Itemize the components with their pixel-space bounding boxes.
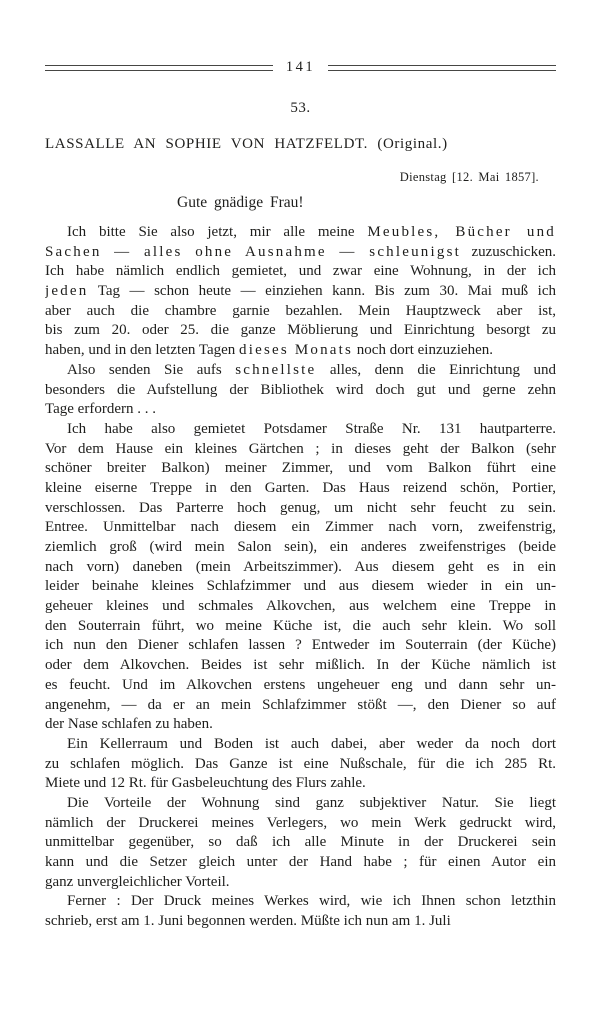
text-line <box>45 518 556 538</box>
text-line <box>45 499 556 519</box>
text-segment: Tag — schon heute — einziehen kann. Bis zum 30. Mai muß ich <box>88 283 556 300</box>
text-segment: Miete und 12 Rt. für Gasbeleuchtung des Flurs zahle. <box>45 775 366 792</box>
text-segment: Also senden Sie aufs <box>67 361 236 378</box>
text-line <box>45 853 556 873</box>
text-segment: ganz unvergleichlicher Vorteil. <box>45 873 230 890</box>
text-segment: Entree. Unmittelbar nach diesem ein Zimmer nach vorn, zweifenstrig, <box>45 519 556 536</box>
text-line <box>45 794 556 814</box>
text-line <box>45 636 556 656</box>
text-segment: ziemlich groß (wird mein Salon sein), ein anderes zweifenstriges (beide <box>45 539 556 555</box>
emphasized-text: dieses Monats <box>239 342 354 359</box>
text-segment: Vor dem Hause ein kleines Gärtchen ; in dieses geht der Balkon (sehr <box>45 440 556 457</box>
text-line <box>45 597 556 617</box>
text-line <box>45 873 556 893</box>
text-segment: schrieb, erst am 1. Juni begonnen werden. Müßte ich nun am 1. Juli <box>45 913 451 930</box>
text-line <box>45 833 556 853</box>
text-line <box>45 440 556 460</box>
text-line <box>45 774 556 794</box>
emphasized-text: schnellste <box>235 361 317 378</box>
letter-salutation: Gute gnädige Frau! <box>177 194 304 211</box>
text-segment: haben, und in den letzten Tagen <box>45 342 240 359</box>
text-line <box>45 302 556 322</box>
text-segment: kleine eiserne Treppe in den Garten. Das Haus reizend schön, Portier, <box>45 479 556 496</box>
text-segment: zuzuschicken. <box>460 243 556 260</box>
text-segment: nämlich der Druckerei meines Verlegers, wo mein Werk gedruckt wird, <box>45 814 556 831</box>
text-line <box>45 282 556 302</box>
text-segment: schöner breiter Balkon) meiner Zimmer, und vom Balkon führt eine <box>45 460 556 477</box>
emphasized-text: Meubles, Bücher und <box>367 224 556 240</box>
emphasized-text: jeden <box>45 283 89 300</box>
text-line <box>45 459 556 479</box>
header-rule-right <box>328 65 556 71</box>
text-segment: kann und die Setzer gleich unter der Hand habe ; für einen Autor ein <box>45 854 556 870</box>
text-segment: bis zum 20. oder 25. die ganze Möblierung und Einrichtung besorgt zu <box>45 322 556 339</box>
text-line <box>45 243 556 263</box>
header-rule-left <box>45 65 273 71</box>
text-line <box>45 912 556 932</box>
text-line <box>45 558 556 578</box>
text-segment: den Souterrain führt, wo meine Küche ist, die auch sehr klein. Wo soll <box>45 617 556 634</box>
text-segment: nach vorn) daneben (mein Arbeitszimmer). Aus diesem geht es in ein <box>45 558 556 575</box>
paragraph <box>45 794 556 892</box>
letter-title: LASSALLE AN SOPHIE VON HATZFELDT. (Original.) <box>45 136 448 152</box>
text-segment: aber auch die chambre garnie bezahlen. Mein Hauptzweck aber ist, <box>45 302 556 319</box>
text-segment: Ein Kellerraum und Boden ist auch dabei, aber weder da noch dort <box>67 735 556 752</box>
text-segment: verschlossen. Das Parterre hoch genug, um nicht sehr feucht zu sein. <box>45 499 556 516</box>
text-segment: Die Vorteile der Wohnung sind ganz subjektiver Natur. Sie liegt <box>67 794 556 811</box>
text-segment: leider beinahe kleines Schlafzimmer und aus diesem wieder in ein un- <box>45 578 556 595</box>
paragraph <box>45 361 556 420</box>
text-segment: zu schlafen möglich. Das Ganze ist eine Nußschale, für die ich 285 Rt. <box>45 755 556 772</box>
text-segment: Ferner : Der Druck meines Werkes wird, wie ich Ihnen schon letzthin <box>67 893 556 910</box>
text-segment: oder dem Alkovchen. Beides ist sehr mißlich. In der Küche nämlich ist <box>45 657 556 674</box>
text-line <box>45 735 556 755</box>
paragraph <box>45 735 556 794</box>
text-line <box>45 321 556 341</box>
text-segment: unmittelbar gegenüber, so daß ich alle Minute in der Druckerei sein <box>45 834 556 851</box>
text-segment: besonders die Aufstellung der Bibliothek wird doch gut und gerne zehn <box>45 381 556 398</box>
text-line <box>45 262 556 282</box>
emphasized-text: Sachen — alles ohne Ausnahme — schleunigst <box>45 243 461 260</box>
text-line <box>45 361 556 381</box>
text-segment: geheuer kleines und schmales Alkovchen, aus welchem eine Treppe in <box>45 598 556 615</box>
text-line <box>45 420 556 440</box>
text-line <box>45 676 556 696</box>
letter-number: 53. <box>290 100 311 116</box>
text-segment: ich nun den Diener schlafen lassen ? Entweder im Souterrain (der Küche) <box>45 637 556 654</box>
text-line <box>45 341 556 361</box>
text-segment: noch dort einzuziehen. <box>353 342 493 359</box>
text-line <box>45 400 556 420</box>
text-line <box>45 223 556 243</box>
text-segment: Ich bitte Sie also jetzt, mir alle meine <box>67 224 368 240</box>
text-segment: angenehm, — da er an mein Schlafzimmer stößt —, den Diener so auf <box>45 696 556 713</box>
letter-body <box>45 223 556 932</box>
text-line <box>45 617 556 637</box>
text-line <box>45 715 556 735</box>
text-line <box>45 755 556 775</box>
text-line <box>45 538 556 558</box>
text-line <box>45 656 556 676</box>
letter-dateline: Dienstag [12. Mai 1857]. <box>399 170 539 184</box>
text-line <box>45 479 556 499</box>
text-line <box>45 381 556 401</box>
text-segment: es feucht. Und im Alkovchen erstens ungeheuer eng und dann sehr un- <box>45 676 556 693</box>
paragraph <box>45 223 556 361</box>
page-number: 141 <box>285 58 316 75</box>
paragraph <box>45 892 556 931</box>
page-header <box>45 60 556 76</box>
text-segment: alles, denn die Einrichtung und <box>316 361 556 378</box>
text-segment: Ich habe also gemietet Potsdamer Straße Nr. 131 hautparterre. <box>67 420 556 437</box>
text-segment: Ich habe nämlich endlich gemietet, und zwar eine Wohnung, in der ich <box>45 263 556 280</box>
text-segment: Tage erfordern . . . <box>45 401 156 418</box>
text-line <box>45 696 556 716</box>
text-line <box>45 892 556 912</box>
paragraph <box>45 420 556 735</box>
text-segment: der Nase schlafen zu haben. <box>45 716 213 733</box>
text-line <box>45 814 556 834</box>
text-line <box>45 577 556 597</box>
